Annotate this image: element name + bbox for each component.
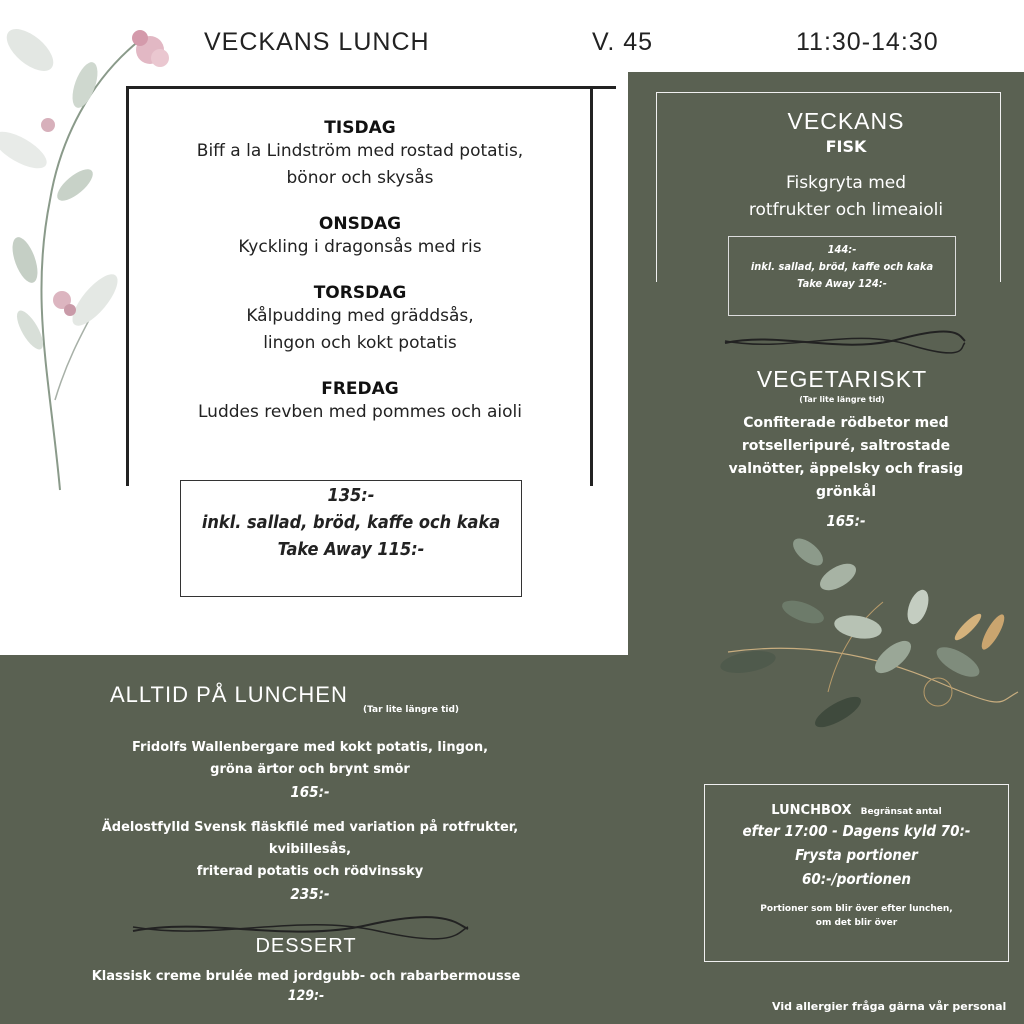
vegetarian-note: (Tar lite längre tid) xyxy=(799,395,885,404)
weekday-fredag xyxy=(130,379,590,426)
opening-hours: 11:30-14:30 xyxy=(796,28,939,56)
dish-line: Ädelostfylld Svensk fläskfilé med variation på rotfrukter, xyxy=(101,820,519,835)
always-item xyxy=(0,737,620,801)
menu-title: VECKANS LUNCH xyxy=(204,28,430,56)
always-price: 165:- xyxy=(290,783,330,801)
always-title: ALLTID PÅ LUNCHEN xyxy=(110,682,348,707)
dish-line: Confiterade rödbetor med xyxy=(743,415,949,431)
always-items xyxy=(0,737,620,903)
allergy-note: Vid allergier fråga gärna vår personal xyxy=(772,1000,1007,1013)
weekday-onsdag xyxy=(130,214,590,261)
dish-line: Biff a la Lindström med rostad potatis, xyxy=(196,141,524,161)
dish-line: Kyckling i dragonsås med ris xyxy=(238,237,482,257)
day-name: FREDAG xyxy=(321,379,399,399)
frame-right-line xyxy=(590,86,593,486)
always-price: 235:- xyxy=(290,885,330,903)
vegetarian-title: VEGETARISKT xyxy=(756,366,928,392)
dish-line: Fiskgryta med xyxy=(785,173,907,193)
dessert-dish: Klassisk creme brulée med jordgubb- och rabarbermousse xyxy=(91,969,521,984)
dish-line: gröna ärtor och brynt smör xyxy=(210,762,410,777)
bottom-panel xyxy=(0,655,628,1024)
day-name: TORSDAG xyxy=(313,283,407,303)
swirl-divider xyxy=(720,327,970,357)
lunchbox-line2: Frysta portioner xyxy=(795,846,918,864)
dish-line: kvibillesås, xyxy=(268,842,352,857)
right-panel xyxy=(628,72,1024,1024)
vegetarian-dish xyxy=(628,412,1024,530)
fish-price-box xyxy=(728,236,956,316)
vegetarian-section xyxy=(628,366,1024,404)
lunchbox-limited: Begränsat antal xyxy=(860,807,942,817)
dish-line: bönor och skysås xyxy=(286,168,434,188)
always-heading xyxy=(110,682,460,715)
dessert-title: DESSERT xyxy=(255,935,357,957)
fish-title: VECKANS xyxy=(787,108,905,134)
fish-section xyxy=(628,108,1024,156)
lunchbox-line3: 60:-/portionen xyxy=(801,870,912,888)
weekday-torsdag xyxy=(130,283,590,357)
vegetarian-price: 165:- xyxy=(826,512,866,530)
weekday-tisdag xyxy=(130,118,590,192)
dish-line: valnötter, äppelsky och frasig xyxy=(728,461,964,477)
fish-price: 144:- xyxy=(827,243,857,256)
weekday-menu xyxy=(130,118,590,426)
lunchbox-note-line: om det blir över xyxy=(815,918,898,928)
day-name: TISDAG xyxy=(324,118,396,138)
lunchbox-line1: efter 17:00 - Dagens kyld 70:- xyxy=(742,822,971,840)
always-item xyxy=(0,817,620,903)
dish-line: friterad potatis och rödvinssky xyxy=(196,864,424,879)
dish-line: rotselleripuré, saltrostade xyxy=(741,438,951,454)
dish-line: Luddes revben med pommes och aioli xyxy=(198,402,522,422)
fish-subtitle: FISK xyxy=(825,137,867,156)
lunch-takeaway: Take Away 115:- xyxy=(277,539,425,560)
fish-dish xyxy=(628,170,1024,224)
dessert-section xyxy=(0,935,612,1004)
day-name: ONSDAG xyxy=(318,214,402,234)
lunchbox-section xyxy=(704,799,1009,930)
lunch-price-box xyxy=(180,480,522,597)
lunchbox-heading xyxy=(704,799,1009,818)
foliage-decoration xyxy=(708,532,1024,752)
fish-takeaway: Take Away 124:- xyxy=(797,277,887,290)
lunchbox-note-line: Portioner som blir över efter lunchen, xyxy=(760,904,953,914)
lunchbox-title: LUNCHBOX xyxy=(771,803,852,818)
frame-top-line xyxy=(126,86,616,89)
fish-includes: inkl. sallad, bröd, kaffe och kaka xyxy=(750,260,934,273)
dish-line: lingon och kokt potatis xyxy=(263,333,457,353)
dish-line: Kålpudding med gräddsås, xyxy=(246,306,474,326)
dessert-price: 129:- xyxy=(287,988,325,1004)
week-number: V. 45 xyxy=(592,28,654,56)
always-note: (Tar lite längre tid) xyxy=(362,705,460,715)
dish-line: rotfrukter och limeaioli xyxy=(748,200,944,220)
dish-line: grönkål xyxy=(815,484,877,500)
frame-left-line xyxy=(126,86,129,486)
dish-line: Fridolfs Wallenbergare med kokt potatis, lingon, xyxy=(131,740,489,755)
lunch-includes: inkl. sallad, bröd, kaffe och kaka xyxy=(201,512,501,533)
lunch-price: 135:- xyxy=(327,485,375,506)
